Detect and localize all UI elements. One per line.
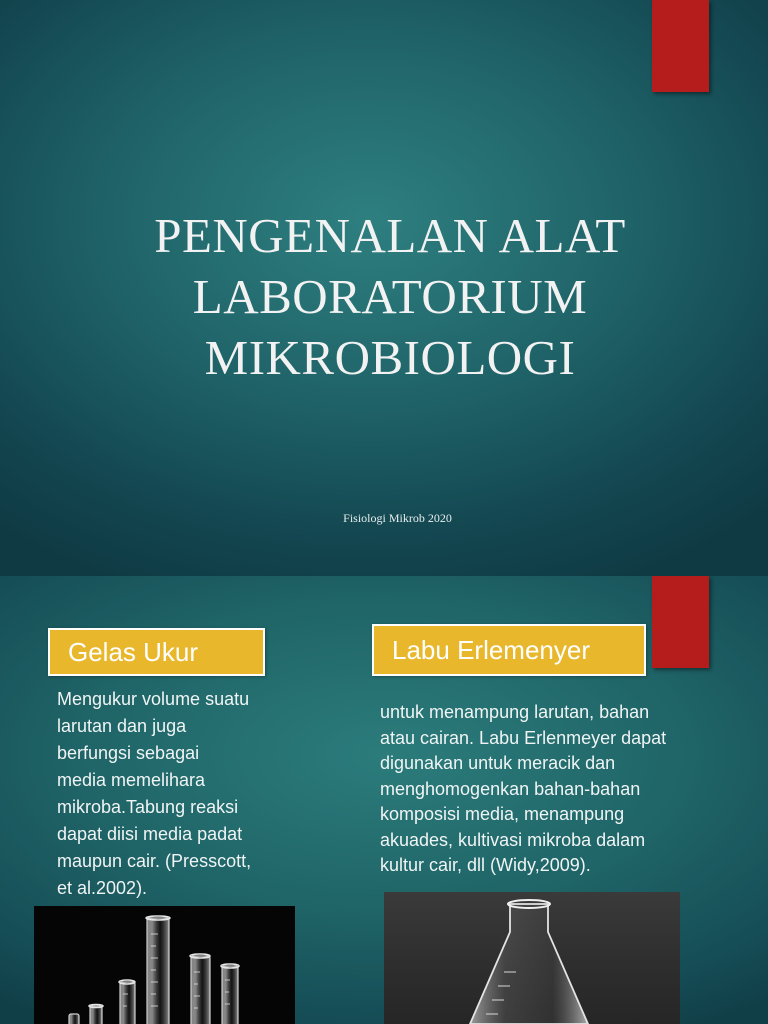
graduated-cylinders-illustration — [34, 906, 295, 1024]
graduated-cylinders-photo — [34, 906, 295, 1024]
labu-erlenmeyer-label: Labu Erlemenyer — [372, 624, 646, 676]
description-line: berfungsi sebagai — [57, 743, 200, 763]
labu-erlenmeyer-description — [380, 700, 725, 879]
description-line: komposisi media, menampung — [380, 804, 625, 824]
description-line: dapat diisi media padat — [57, 824, 243, 844]
description-line: digunakan untuk meracik dan — [380, 753, 616, 773]
red-accent-tab — [652, 576, 709, 668]
description-line: et al.2002). — [57, 878, 148, 898]
gelas-ukur-label: Gelas Ukur — [48, 628, 265, 676]
description-line: akuades, kultivasi mikroba dalam — [380, 829, 646, 850]
description-line: atau cairan. Labu Erlenmeyer dapat — [380, 727, 667, 748]
title-line: MIKROBIOLOGI — [204, 330, 576, 385]
slide-title — [40, 205, 740, 388]
description-line: untuk menampung larutan, bahan — [380, 702, 650, 722]
erlenmeyer-flask-illustration — [384, 892, 680, 1024]
description-line: Mengukur volume suatu — [57, 689, 250, 709]
title-line: LABORATORIUM — [192, 269, 588, 324]
slide-footer: Fisiologi Mikrob 2020 — [343, 511, 452, 525]
description-line: maupun cair. (Presscott, — [57, 851, 252, 871]
description-line: kultur cair, dll (Widy,2009). — [380, 855, 591, 875]
description-line: menghomogenkan bahan-bahan — [380, 778, 641, 799]
red-accent-tab — [652, 0, 709, 92]
content-slide — [0, 576, 768, 1024]
erlenmeyer-flask-photo — [384, 892, 680, 1024]
description-line: larutan dan juga — [57, 716, 187, 736]
description-line: mikroba.Tabung reaksi — [57, 797, 239, 817]
gelas-ukur-description — [57, 686, 302, 902]
description-line: media memelihara — [57, 770, 206, 790]
title-line: PENGENALAN ALAT — [154, 208, 626, 263]
